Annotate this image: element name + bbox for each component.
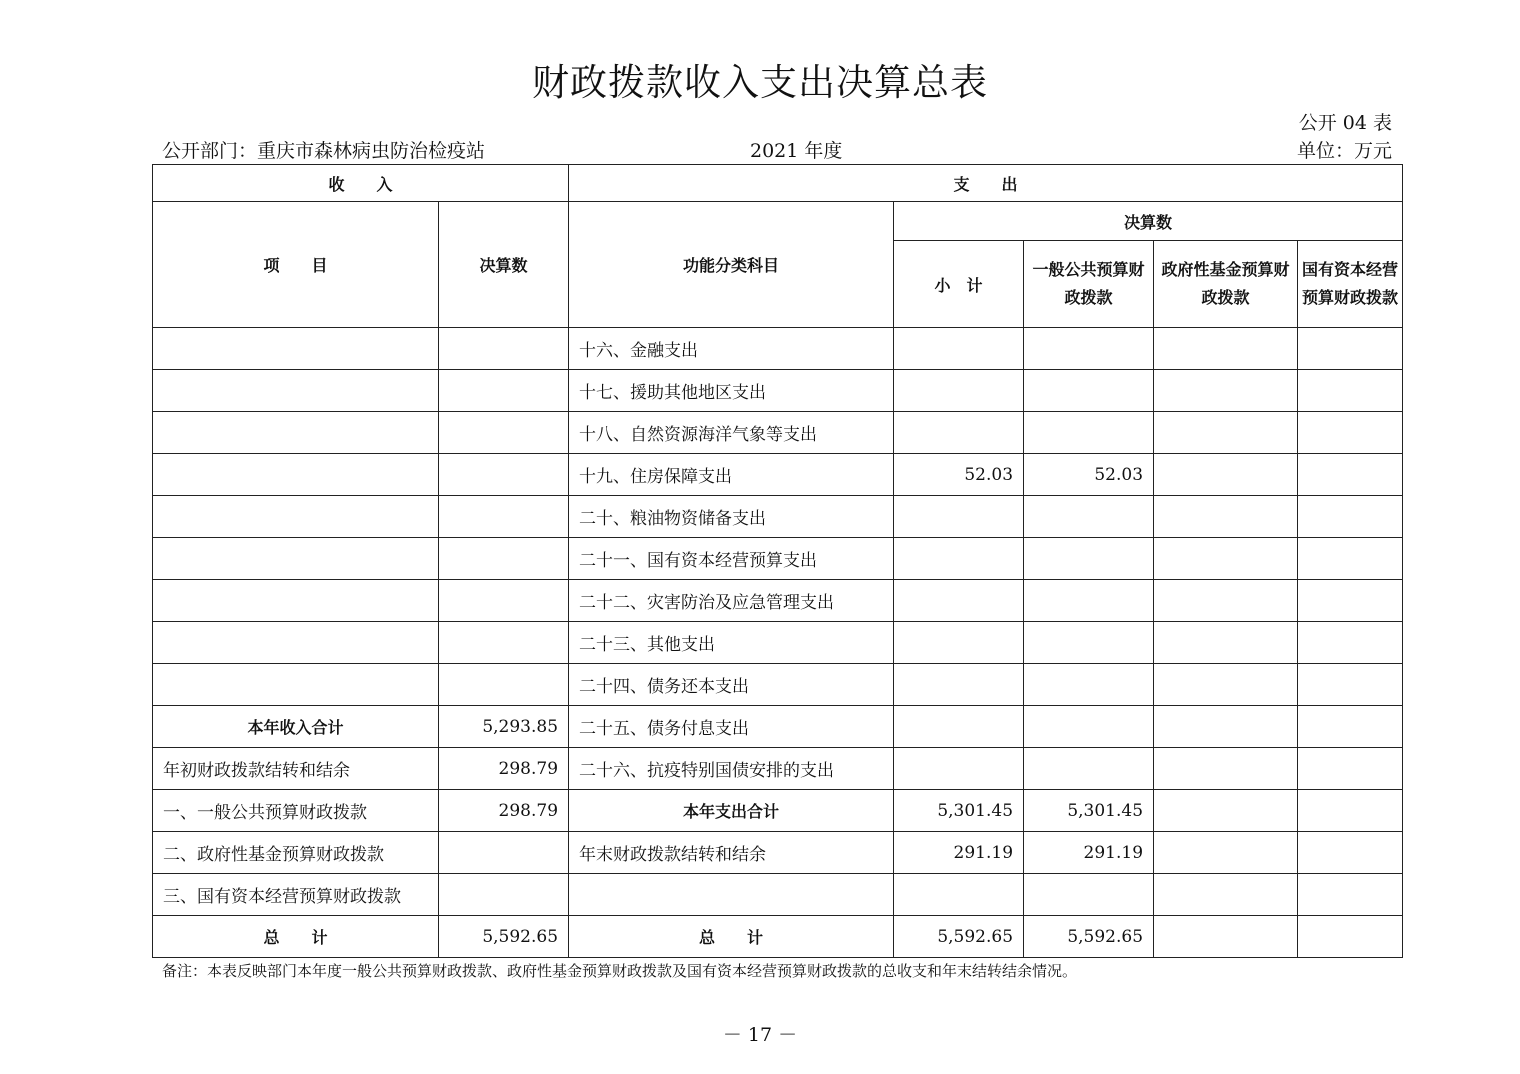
expense-item-cell: 十九、住房保障支出 [569,454,894,496]
gov-fund-cell [1154,580,1298,622]
gov-fund-cell [1154,748,1298,790]
expense-item-cell: 本年支出合计 [569,790,894,832]
expense-item-cell: 十八、自然资源海洋气象等支出 [569,412,894,454]
income-amount-cell [439,622,569,664]
gov-fund-cell [1154,454,1298,496]
soe-budget-cell [1298,370,1403,412]
general-budget-cell [1024,328,1154,370]
page-title: 财政拨款收入支出决算总表 [532,61,988,104]
income-item-cell [153,538,439,580]
subtotal-cell [894,580,1024,622]
fiscal-year: 2021 年度 [750,140,843,162]
subtotal-cell [894,538,1024,580]
unit-label: 单位：万元 [1296,140,1392,162]
income-amount-cell [439,328,569,370]
gov-fund-cell [1154,496,1298,538]
table-row [153,748,1403,790]
income-amount-cell: 298.79 [439,748,569,790]
soe-budget-cell [1298,916,1403,958]
expense-item-cell: 二十一、国有资本经营预算支出 [569,538,894,580]
income-item-cell: 三、国有资本经营预算财政拨款 [153,874,439,916]
page-number: － 17 － [722,1024,798,1046]
income-amount-cell: 5,293.85 [439,706,569,748]
subtotal-cell: 52.03 [894,454,1024,496]
subtotal-cell [894,664,1024,706]
expense-item-cell: 十七、援助其他地区支出 [569,370,894,412]
income-item-cell [153,496,439,538]
soe-budget-cell [1298,748,1403,790]
subtotal-cell: 291.19 [894,832,1024,874]
soe-budget-cell [1298,412,1403,454]
gov-fund-cell [1154,328,1298,370]
table-row [153,832,1403,874]
subtotal-cell: 5,301.45 [894,790,1024,832]
general-budget-cell [1024,664,1154,706]
income-item-cell: 年初财政拨款结转和结余 [153,748,439,790]
income-item-cell [153,412,439,454]
general-budget-cell [1024,370,1154,412]
item-header: 项 目 [153,202,439,328]
table-row [153,874,1403,916]
soe-budget-cell [1298,538,1403,580]
gov-fund-cell [1154,706,1298,748]
subtotal-cell: 5,592.65 [894,916,1024,958]
general-budget-cell: 5,592.65 [1024,916,1154,958]
income-amount-cell [439,874,569,916]
general-budget-cell [1024,496,1154,538]
income-item-cell: 一、一般公共预算财政拨款 [153,790,439,832]
soe-budget-cell [1298,580,1403,622]
soe-budget-cell [1298,874,1403,916]
income-amount-cell [439,538,569,580]
general-budget-cell [1024,748,1154,790]
table-row [153,370,1403,412]
general-budget-cell: 5,301.45 [1024,790,1154,832]
gov-fund-cell [1154,916,1298,958]
expense-item-cell: 二十五、债务付息支出 [569,706,894,748]
table-row [153,454,1403,496]
income-item-cell: 总 计 [153,916,439,958]
form-number: 公开 04 表 [1298,112,1392,134]
expense-item-cell: 二十二、灾害防治及应急管理支出 [569,580,894,622]
gov-fund-cell [1154,622,1298,664]
income-amount-cell: 298.79 [439,790,569,832]
department-label: 公开部门：重庆市森林病虫防治检疫站 [162,140,486,162]
subtotal-cell [894,874,1024,916]
general-budget-cell [1024,412,1154,454]
table-row [153,790,1403,832]
table-row [153,496,1403,538]
gov-fund-header: 政府性基金预算财政拨款 [1154,241,1298,328]
gov-fund-cell [1154,832,1298,874]
expense-header: 支 出 [569,165,1403,202]
table-row [153,412,1403,454]
general-budget-cell: 291.19 [1024,832,1154,874]
expense-item-cell: 年末财政拨款结转和结余 [569,832,894,874]
gov-fund-cell [1154,412,1298,454]
budget-table [152,164,1403,958]
soe-budget-cell [1298,496,1403,538]
footnote: 备注：本表反映部门本年度一般公共预算财政拨款、政府性基金预算财政拨款及国有资本经营预算财政拨款的总收支和年末结转结余情况。 [162,962,1078,980]
general-budget-cell [1024,874,1154,916]
income-item-cell [153,580,439,622]
general-budget-cell [1024,580,1154,622]
soe-budget-cell [1298,706,1403,748]
subtotal-header: 小 计 [894,241,1024,328]
income-amount-cell [439,832,569,874]
table-row [153,328,1403,370]
subtotal-cell [894,328,1024,370]
expense-item-cell: 十六、金融支出 [569,328,894,370]
gov-fund-cell [1154,874,1298,916]
subtotal-cell [894,706,1024,748]
table-row [153,916,1403,958]
income-amount-header: 决算数 [439,202,569,328]
soe-budget-cell [1298,790,1403,832]
table-row [153,664,1403,706]
gov-fund-cell [1154,790,1298,832]
final-amount-header: 决算数 [894,202,1403,241]
expense-item-cell [569,874,894,916]
gov-fund-cell [1154,370,1298,412]
income-amount-cell [439,370,569,412]
income-item-cell: 二、政府性基金预算财政拨款 [153,832,439,874]
income-amount-cell [439,664,569,706]
expense-item-cell: 总 计 [569,916,894,958]
general-budget-cell: 52.03 [1024,454,1154,496]
income-item-cell [153,622,439,664]
soe-budget-cell [1298,622,1403,664]
income-item-cell [153,370,439,412]
table-row [153,538,1403,580]
income-amount-cell [439,580,569,622]
expense-item-cell: 二十三、其他支出 [569,622,894,664]
general-budget-cell [1024,706,1154,748]
subtotal-cell [894,748,1024,790]
income-amount-cell: 5,592.65 [439,916,569,958]
soe-budget-cell [1298,832,1403,874]
soe-budget-cell [1298,328,1403,370]
general-budget-header: 一般公共预算财政拨款 [1024,241,1154,328]
table-row [153,580,1403,622]
table-row [153,622,1403,664]
income-item-cell [153,664,439,706]
income-amount-cell [439,454,569,496]
income-header: 收 入 [153,165,569,202]
income-item-cell [153,454,439,496]
subtotal-cell [894,370,1024,412]
subtotal-cell [894,412,1024,454]
general-budget-cell [1024,538,1154,580]
expense-item-cell: 二十、粮油物资储备支出 [569,496,894,538]
func-class-header: 功能分类科目 [569,202,894,328]
soe-budget-cell [1298,664,1403,706]
income-item-cell [153,328,439,370]
income-item-cell: 本年收入合计 [153,706,439,748]
soe-budget-header: 国有资本经营预算财政拨款 [1298,241,1403,328]
subtotal-cell [894,496,1024,538]
income-amount-cell [439,496,569,538]
gov-fund-cell [1154,538,1298,580]
expense-item-cell: 二十四、债务还本支出 [569,664,894,706]
soe-budget-cell [1298,454,1403,496]
expense-item-cell: 二十六、抗疫特别国债安排的支出 [569,748,894,790]
subtotal-cell [894,622,1024,664]
general-budget-cell [1024,622,1154,664]
income-amount-cell [439,412,569,454]
gov-fund-cell [1154,664,1298,706]
table-row [153,706,1403,748]
